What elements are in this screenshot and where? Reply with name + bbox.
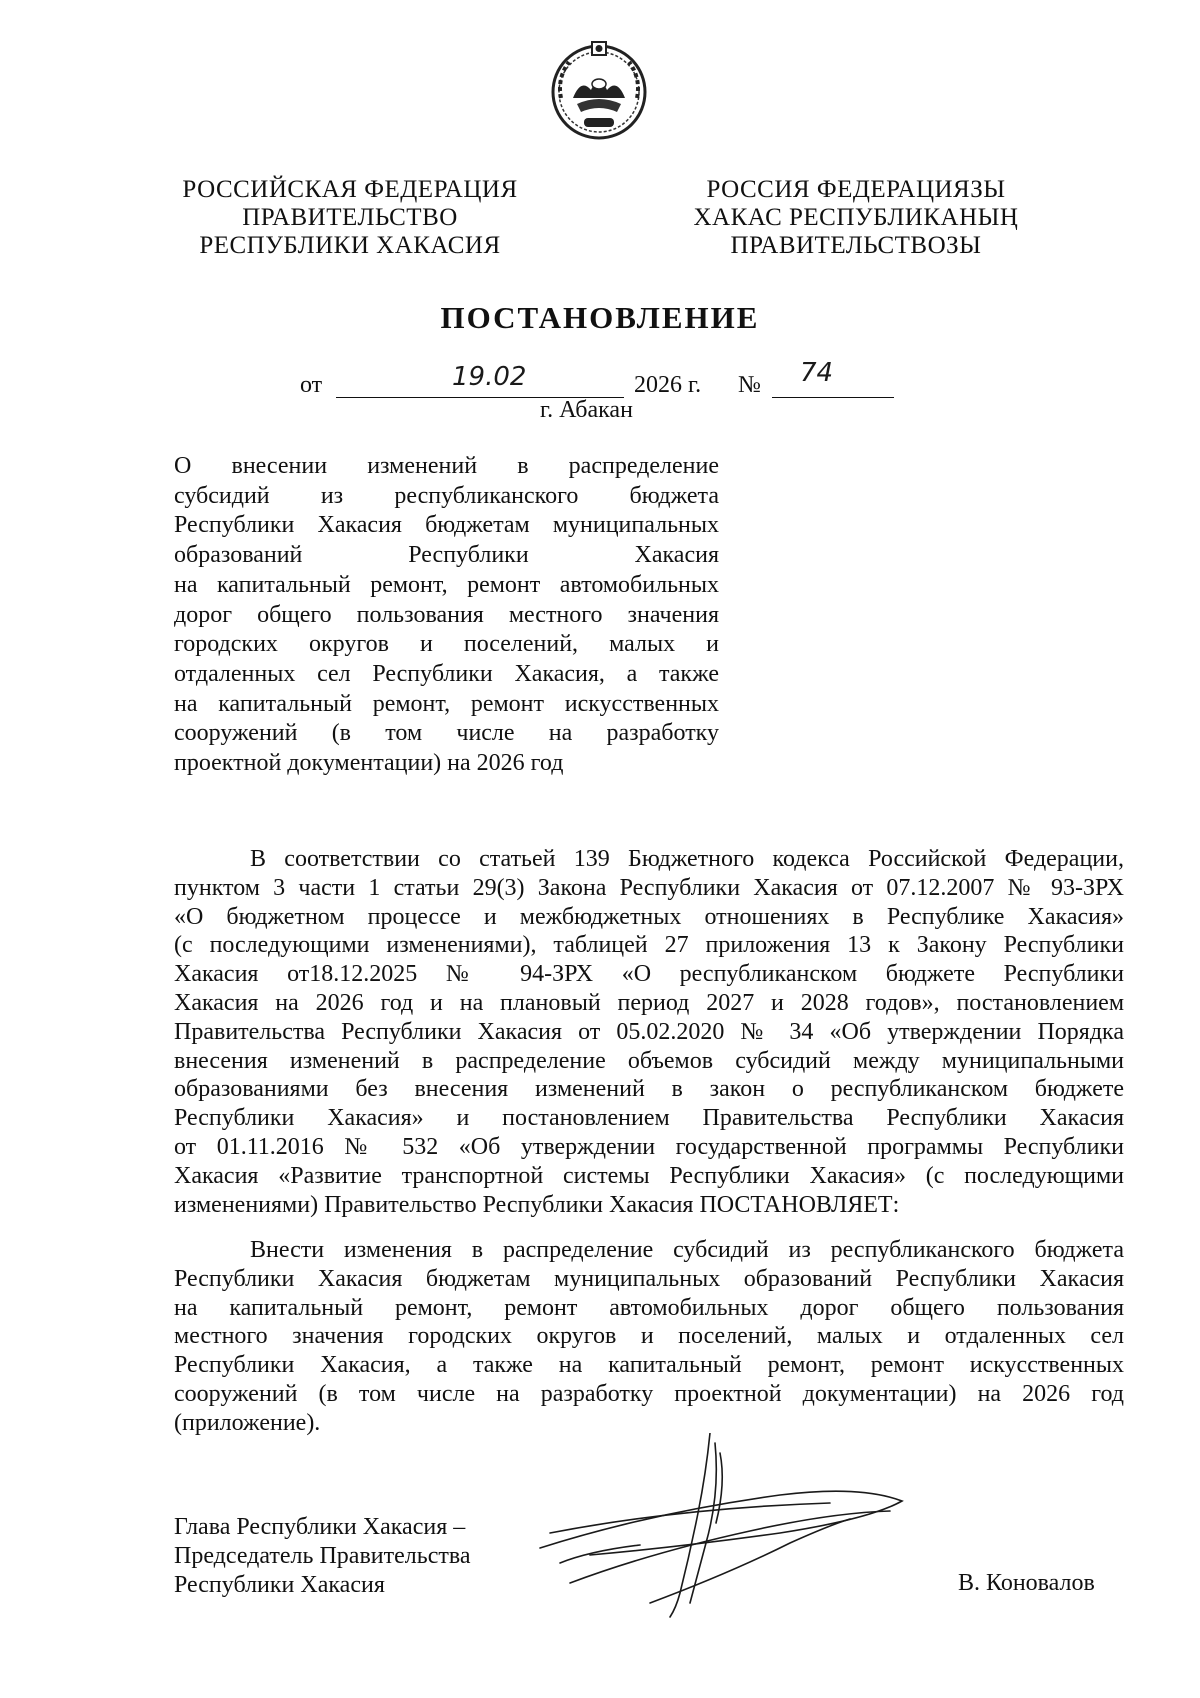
subject-line: сооружений (в том числе на разработку — [174, 720, 719, 747]
paragraph-line: Внести изменения в распределение субсидий из республиканского бюджета — [250, 1237, 1124, 1263]
paragraph-line: образованиями без внесения изменений в закон о республиканском бюджете — [174, 1076, 1124, 1103]
signatory-name: В. Коновалов — [958, 1570, 1095, 1596]
signatory-position — [174, 1513, 471, 1600]
preamble-paragraph — [174, 845, 1124, 1219]
handwritten-signature — [530, 1433, 930, 1623]
subject-line: дорог общего пользования местного значения — [174, 601, 719, 628]
date-from-label: от — [300, 372, 323, 398]
header-right — [648, 176, 1064, 260]
resolution-paragraph — [174, 1236, 1124, 1438]
subject-line: образований Республики Хакасия — [174, 542, 719, 569]
document-type-title: ПОСТАНОВЛЕНИЕ — [440, 300, 760, 335]
subject-line: Республики Хакасия бюджетам муниципальных — [174, 512, 719, 539]
paragraph-line: пунктом 3 части 1 статьи 29(3) Закона Республики Хакасия от 07.12.2007 № 93-ЗРХ — [174, 874, 1124, 901]
paragraph-line: местного значения городских округов и поселений, малых и отдаленных сел — [174, 1323, 1124, 1350]
paragraph-line: Хакасия на 2026 год и на плановый период 2027 и 2028 годов», постановлением — [174, 989, 1124, 1016]
header-right-line: ХАКАС РЕСПУБЛИКАНЫҢ — [693, 204, 1019, 231]
paragraph-line: Республики Хакасия» и постановлением Правительства Республики Хакасия — [174, 1105, 1124, 1132]
header-left — [140, 176, 560, 260]
subject-line: городских округов и поселений, малых и — [174, 631, 719, 658]
paragraph-line: сооружений (в том числе на разработку проектной документации) на 2026 год — [174, 1380, 1124, 1407]
paragraph-line: (с последующими изменениями), таблицей 27 приложения 13 к Закону Республики — [174, 932, 1124, 959]
paragraph-line: Республики Хакасия, а также на капитальный ремонт, ремонт искусственных — [174, 1352, 1124, 1379]
subject-line: субсидий из республиканского бюджета — [174, 482, 719, 509]
paragraph-line: Республики Хакасия бюджетам муниципальных образований Республики Хакасия — [174, 1265, 1124, 1292]
signatory-position-line: Председатель Правительства — [174, 1543, 471, 1569]
document-subject — [174, 452, 719, 779]
number-underline — [772, 397, 894, 398]
paragraph-line: Правительства Республики Хакасия от 05.02.2020 № 34 «Об утверждении Порядка — [174, 1018, 1124, 1045]
city-label: г. Абакан — [540, 397, 633, 423]
subject-line: О внесении изменений в распределение — [174, 453, 719, 479]
paragraph-line: изменениями) Правительство Республики Хакасия ПОСТАНОВЛЯЕТ: — [174, 1191, 900, 1218]
header-right-line: РОССИЯ ФЕДЕРАЦИЯЗЫ — [706, 176, 1006, 203]
paragraph-line: (приложение). — [174, 1409, 321, 1436]
subject-line: проектной документации) на 2026 год — [174, 750, 564, 777]
header-right-line: ПРАВИТЕЛЬСТВОЗЫ — [730, 232, 982, 259]
number-label: № — [738, 372, 761, 398]
paragraph-line: «О бюджетном процессе и межбюджетных отношениях в Республике Хакасия» — [174, 903, 1124, 930]
subject-line: на капитальный ремонт, ремонт автомобильных — [174, 571, 719, 598]
handwritten-date: 19.02 — [452, 362, 527, 392]
header-left-line: ПРАВИТЕЛЬСТВО — [242, 204, 458, 231]
subject-line: отдаленных сел Республики Хакасия, а также — [174, 660, 719, 687]
signatory-position-line: Республики Хакасия — [174, 1572, 385, 1598]
paragraph-line: от 01.11.2016 № 532 «Об утверждении государственной программы Республики — [174, 1133, 1124, 1160]
header-left-line: РОССИЙСКАЯ ФЕДЕРАЦИЯ — [182, 176, 518, 203]
date-year: 2026 г. — [634, 372, 702, 398]
paragraph-line: Хакасия «Развитие транспортной системы Республики Хакасия» (с последующими — [174, 1162, 1124, 1189]
paragraph-line: на капитальный ремонт, ремонт автомобильных дорог общего пользования — [174, 1294, 1124, 1321]
header-left-line: РЕСПУБЛИКИ ХАКАСИЯ — [199, 232, 501, 259]
subject-line: на капитальный ремонт, ремонт искусственных — [174, 690, 719, 717]
paragraph-line: внесения изменений в распределение объемов субсидий между муниципальными — [174, 1047, 1124, 1074]
coat-of-arms-emblem — [547, 38, 651, 142]
paragraph-line: Хакасия от18.12.2025 № 94-ЗРХ «О республиканском бюджете Республики — [174, 961, 1124, 988]
paragraph-line: В соответствии со статьей 139 Бюджетного кодекса Российской Федерации, — [250, 846, 1124, 872]
signatory-position-line: Глава Республики Хакасия – — [174, 1514, 466, 1540]
handwritten-number: 74 — [800, 358, 834, 388]
